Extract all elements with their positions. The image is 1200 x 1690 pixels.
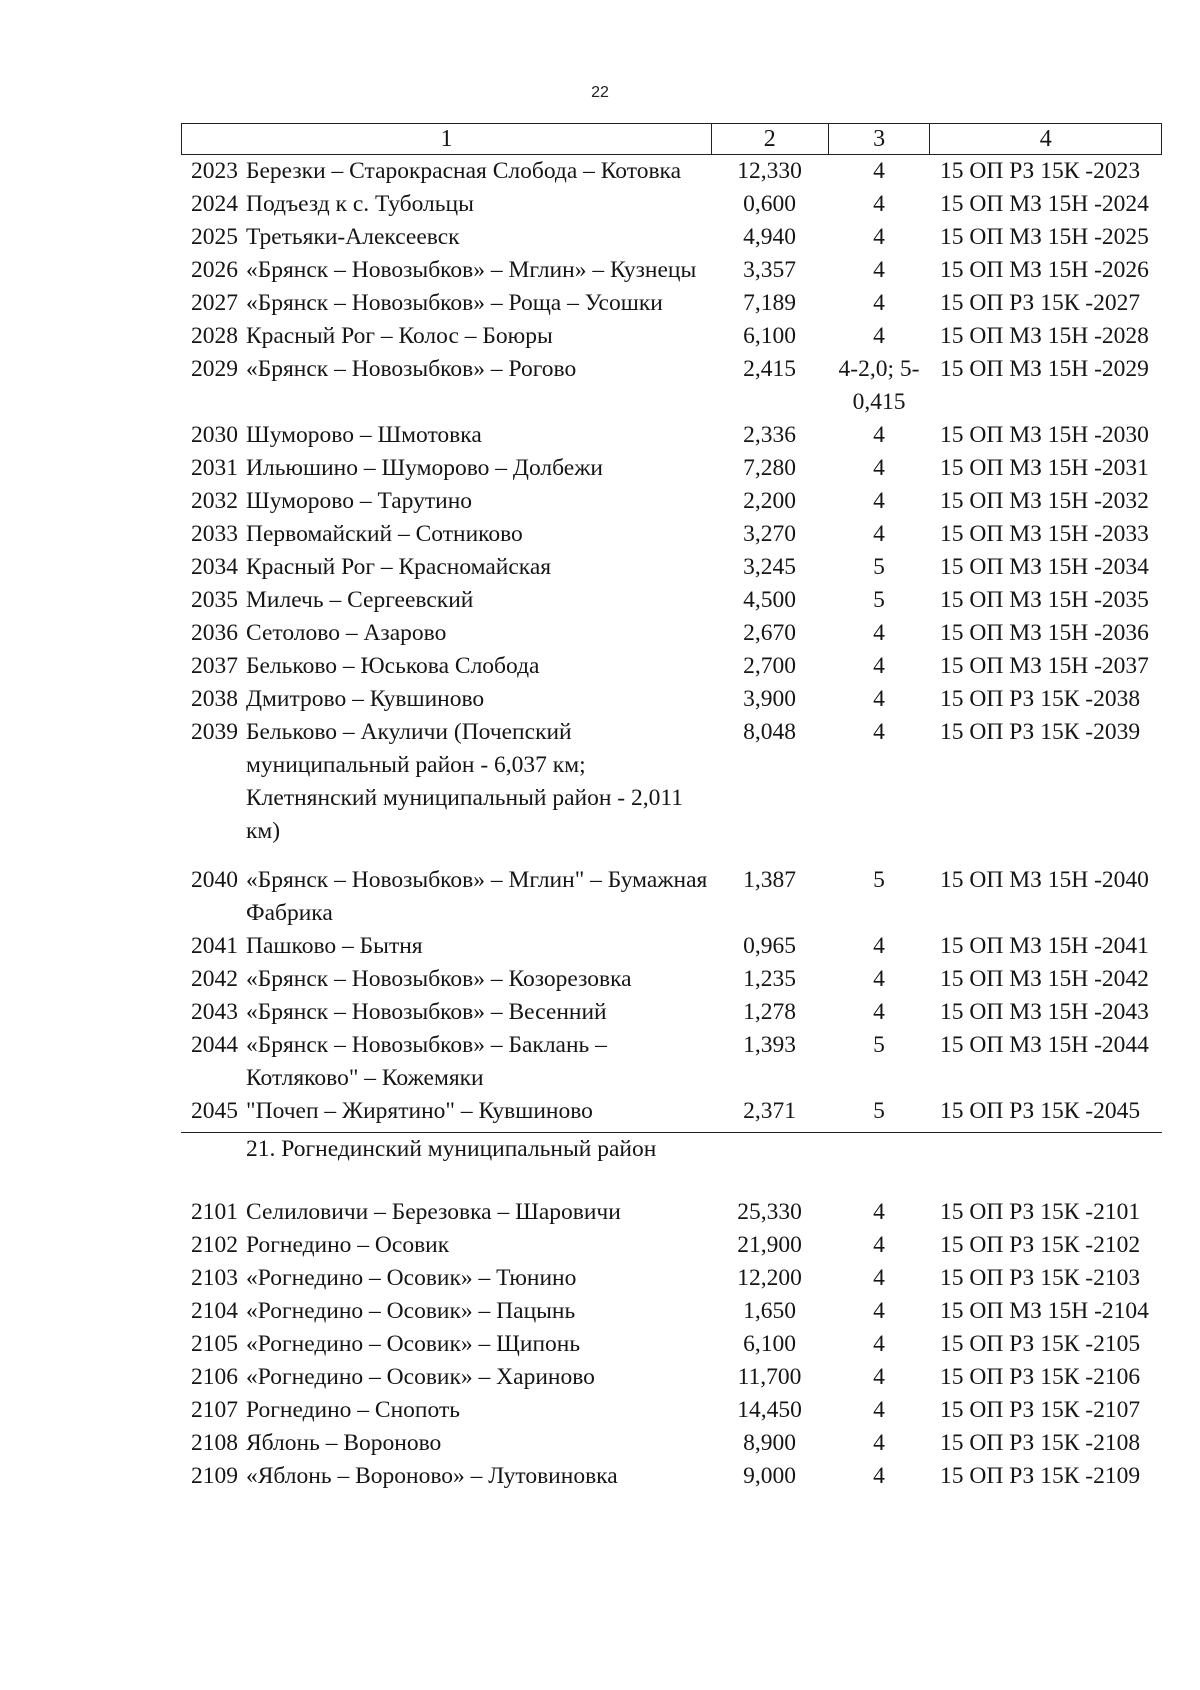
road-name: Сетолово – Азарово: [246, 620, 447, 646]
road-category: 4: [873, 966, 885, 992]
road-length: 3,245: [743, 554, 796, 580]
road-name: «Яблонь – Вороново» – Лутовиновка: [246, 1463, 618, 1489]
section-title: 21. Рогнединский муниципальный район: [246, 1136, 657, 1162]
road-length: 2,200: [743, 488, 796, 514]
road-code: 15 ОП МЗ 15Н -2028: [940, 323, 1149, 349]
table-row: [181, 584, 1162, 617]
road-code: 15 ОП МЗ 15Н -2104: [940, 1298, 1149, 1324]
row-number: 2041: [191, 933, 238, 959]
road-category: 4: [873, 422, 885, 448]
table-body-a: [181, 155, 1162, 1128]
row-number: 2104: [191, 1298, 238, 1324]
table-row: [181, 650, 1162, 683]
row-number: 2032: [191, 488, 238, 514]
table-row: [181, 1196, 1162, 1229]
road-length: 1,393: [743, 1032, 796, 1058]
row-number: 2026: [191, 257, 238, 283]
road-name: Бельково – Акуличи (Почепский муниципальный район - 6,037 км; Клетнянский муниципальный район - 2,011 км): [246, 719, 683, 844]
road-category: 4: [873, 620, 885, 646]
table-row: [181, 452, 1162, 485]
table-row: [181, 221, 1162, 254]
table-row: [181, 551, 1162, 584]
table-row: [181, 864, 1162, 930]
road-code: 15 ОП МЗ 15Н -2029: [940, 356, 1149, 382]
road-length: 6,100: [743, 323, 796, 349]
road-length: 11,700: [737, 1364, 802, 1390]
road-length: 2,700: [743, 653, 796, 679]
road-name: Рогнедино – Снопоть: [246, 1397, 460, 1423]
road-length: 2,371: [743, 1098, 796, 1124]
table-row: [181, 716, 1162, 848]
road-category: 4: [873, 455, 885, 481]
road-length: 9,000: [743, 1463, 796, 1489]
road-category: 5: [873, 1032, 885, 1058]
table-row: [181, 1460, 1162, 1493]
road-name: "Почеп – Жирятино" – Кувшиново: [246, 1098, 593, 1124]
road-length: 4,940: [743, 224, 796, 250]
road-category: 4: [873, 933, 885, 959]
row-number: 2105: [191, 1331, 238, 1357]
road-length: 7,280: [743, 455, 796, 481]
row-number: 2109: [191, 1463, 238, 1489]
column-header-1: 1: [440, 125, 453, 152]
road-name: Березки – Старокрасная Слобода – Котовка: [246, 158, 682, 184]
table-row: [181, 930, 1162, 963]
road-name: Бельково – Юськова Слобода: [246, 653, 540, 679]
road-code: 15 ОП МЗ 15Н -2033: [940, 521, 1149, 547]
road-length: 1,278: [743, 999, 796, 1025]
road-name: «Рогнедино – Осовик» – Хариново: [246, 1364, 595, 1390]
road-code: 15 ОП РЗ 15К -2039: [940, 719, 1141, 745]
road-category: 4: [873, 719, 885, 745]
road-code: 15 ОП МЗ 15Н -2032: [940, 488, 1149, 514]
road-name: «Рогнедино – Осовик» – Пацынь: [246, 1298, 576, 1324]
row-number: 2035: [191, 587, 238, 613]
road-category: 4: [873, 1331, 885, 1357]
row-number: 2042: [191, 966, 238, 992]
road-code: 15 ОП МЗ 15Н -2044: [940, 1032, 1149, 1058]
road-name: «Брянск – Новозыбков» – Мглин» – Кузнецы: [246, 257, 697, 283]
table-row: [181, 1262, 1162, 1295]
road-code: 15 ОП МЗ 15Н -2034: [940, 554, 1149, 580]
table-row: [181, 254, 1162, 287]
road-code: 15 ОП МЗ 15Н -2035: [940, 587, 1149, 613]
road-category: 4: [873, 653, 885, 679]
road-code: 15 ОП МЗ 15Н -2025: [940, 224, 1149, 250]
road-code: 15 ОП РЗ 15К -2106: [940, 1364, 1141, 1390]
row-number: 2037: [191, 653, 238, 679]
road-name: Третьяки-Алексеевск: [246, 224, 460, 250]
road-code: 15 ОП РЗ 15К -2109: [940, 1463, 1141, 1489]
road-name: «Брянск – Новозыбков» – Роща – Усошки: [246, 290, 663, 316]
road-category: 4: [873, 158, 885, 184]
row-number: 2027: [191, 290, 238, 316]
row-number: 2043: [191, 999, 238, 1025]
road-length: 0,965: [743, 933, 796, 959]
road-name: Яблонь – Вороново: [246, 1430, 442, 1456]
road-name: «Брянск – Новозыбков» – Баклань – Котляково" – Кожемяки: [246, 1032, 607, 1091]
road-category: 4: [873, 257, 885, 283]
road-name: Подъезд к с. Тубольцы: [246, 191, 474, 217]
road-length: 1,235: [743, 966, 796, 992]
table-row: [181, 1295, 1162, 1328]
row-number: 2023: [191, 158, 238, 184]
road-name: Ильюшино – Шуморово – Долбежи: [246, 455, 604, 481]
road-length: 2,336: [743, 422, 796, 448]
road-category: 4: [873, 1298, 885, 1324]
table-row: [181, 188, 1162, 221]
table-row: [181, 963, 1162, 996]
road-length: 2,415: [743, 356, 796, 382]
table-row: [181, 320, 1162, 353]
road-category: 4: [873, 1430, 885, 1456]
row-number: 2024: [191, 191, 238, 217]
road-name: Рогнедино – Осовик: [246, 1232, 450, 1258]
road-code: 15 ОП РЗ 15К -2102: [940, 1232, 1141, 1258]
row-number: 2034: [191, 554, 238, 580]
row-number: 2107: [191, 1397, 238, 1423]
road-length: 3,900: [743, 686, 796, 712]
road-length: 1,650: [743, 1298, 796, 1324]
row-number: 2030: [191, 422, 238, 448]
road-category: 4: [873, 1463, 885, 1489]
road-code: 15 ОП РЗ 15К -2103: [940, 1265, 1141, 1291]
road-category: 4: [873, 1397, 885, 1423]
road-name: Пашково – Бытня: [246, 933, 423, 959]
road-length: 12,200: [737, 1265, 802, 1291]
road-length: 0,600: [743, 191, 796, 217]
road-code: 15 ОП РЗ 15К -2101: [940, 1199, 1141, 1225]
road-length: 1,387: [743, 867, 796, 893]
row-number: 2106: [191, 1364, 238, 1390]
road-name: «Брянск – Новозыбков» – Козорезовка: [246, 966, 632, 992]
road-length: 14,450: [737, 1397, 802, 1423]
row-number: 2025: [191, 224, 238, 250]
road-code: 15 ОП РЗ 15К -2027: [940, 290, 1141, 316]
table-row: [181, 1229, 1162, 1262]
road-code: 15 ОП МЗ 15Н -2036: [940, 620, 1149, 646]
table-body-b: [181, 1196, 1162, 1493]
road-category: 4: [873, 686, 885, 712]
road-code: 15 ОП МЗ 15Н -2026: [940, 257, 1149, 283]
road-category: 4: [873, 1364, 885, 1390]
table-row: [181, 1328, 1162, 1361]
road-length: 21,900: [737, 1232, 802, 1258]
table-row: [181, 287, 1162, 320]
road-category: 5: [873, 554, 885, 580]
road-category: 4: [873, 224, 885, 250]
road-name: Красный Рог – Колос – Боюры: [246, 323, 553, 349]
road-category: 4: [873, 1265, 885, 1291]
row-number: 2108: [191, 1430, 238, 1456]
road-name: Первомайский – Сотниково: [246, 521, 523, 547]
table-row: [181, 1361, 1162, 1394]
roads-table: [181, 123, 1162, 1493]
road-category: 4: [873, 323, 885, 349]
road-code: 15 ОП РЗ 15К -2105: [940, 1331, 1141, 1357]
row-number: 2031: [191, 455, 238, 481]
road-code: 15 ОП МЗ 15Н -2043: [940, 999, 1149, 1025]
road-category: 5: [873, 1098, 885, 1124]
road-code: 15 ОП РЗ 15К -2107: [940, 1397, 1141, 1423]
road-length: 4,500: [743, 587, 796, 613]
row-number: 2028: [191, 323, 238, 349]
road-category: 5: [873, 867, 885, 893]
column-header-3: 3: [828, 124, 930, 154]
road-category: 4: [873, 191, 885, 217]
row-number: 2039: [191, 719, 238, 745]
table-row: [181, 485, 1162, 518]
road-name: Красный Рог – Красномайская: [246, 554, 552, 580]
road-code: 15 ОП МЗ 15Н -2031: [940, 455, 1149, 481]
road-length: 3,357: [743, 257, 796, 283]
row-number: 2033: [191, 521, 238, 547]
table-row: [181, 353, 1162, 419]
road-name: Милечь – Сергеевский: [246, 587, 474, 613]
road-name: «Брянск – Новозыбков» – Весенний: [246, 999, 607, 1025]
table-row: [181, 996, 1162, 1029]
row-number: 2038: [191, 686, 238, 712]
road-name: «Брянск – Новозыбков» – Рогово: [246, 356, 577, 382]
road-name: Селиловичи – Березовка – Шаровичи: [246, 1199, 621, 1225]
table-row: [181, 1095, 1162, 1128]
table-header: [181, 123, 1162, 155]
road-length: 25,330: [737, 1199, 802, 1225]
road-name: «Рогнедино – Осовик» – Тюнино: [246, 1265, 577, 1291]
road-category: 4: [873, 290, 885, 316]
road-category: 4: [873, 488, 885, 514]
road-name: Шуморово – Шмотовка: [246, 422, 482, 448]
table-row: [181, 617, 1162, 650]
row-number: 2044: [191, 1032, 238, 1058]
road-length: 2,670: [743, 620, 796, 646]
road-code: 15 ОП МЗ 15Н -2041: [940, 933, 1149, 959]
column-header-4: 4: [929, 124, 1161, 154]
road-length: 8,048: [743, 719, 796, 745]
table-row: [181, 419, 1162, 452]
road-name: Шуморово – Тарутино: [246, 488, 473, 514]
road-length: 6,100: [743, 1331, 796, 1357]
road-length: 3,270: [743, 521, 796, 547]
table-row: [181, 1394, 1162, 1427]
road-category: 5: [873, 587, 885, 613]
road-code: 15 ОП РЗ 15К -2038: [940, 686, 1141, 712]
row-number: 2029: [191, 356, 238, 382]
road-length: 7,189: [743, 290, 796, 316]
table-row: [181, 1029, 1162, 1095]
row-number: 2101: [191, 1199, 238, 1225]
row-number: 2102: [191, 1232, 238, 1258]
road-code: 15 ОП РЗ 15К -2023: [940, 158, 1141, 184]
road-code: 15 ОП МЗ 15Н -2040: [940, 867, 1149, 893]
road-category: 4: [873, 1199, 885, 1225]
road-code: 15 ОП РЗ 15К -2108: [940, 1430, 1141, 1456]
table-row: [181, 155, 1162, 188]
column-header-2: 2: [711, 124, 828, 154]
road-category: 4: [873, 521, 885, 547]
road-length: 8,900: [743, 1430, 796, 1456]
page-number: 22: [591, 84, 609, 101]
table-row: [181, 683, 1162, 716]
row-number: 2045: [191, 1098, 238, 1124]
road-category: 4: [873, 1232, 885, 1258]
road-name: «Рогнедино – Осовик» – Щипонь: [246, 1331, 581, 1357]
row-number: 2103: [191, 1265, 238, 1291]
road-code: 15 ОП РЗ 15К -2045: [940, 1098, 1141, 1124]
road-length: 12,330: [737, 158, 802, 184]
road-category: 4-2,0; 5-0,415: [838, 356, 920, 415]
road-category: 4: [873, 999, 885, 1025]
row-number: 2040: [191, 867, 238, 893]
road-code: 15 ОП МЗ 15Н -2037: [940, 653, 1149, 679]
table-row: [181, 518, 1162, 551]
road-code: 15 ОП МЗ 15Н -2024: [940, 191, 1149, 217]
road-code: 15 ОП МЗ 15Н -2042: [940, 966, 1149, 992]
road-code: 15 ОП МЗ 15Н -2030: [940, 422, 1149, 448]
row-number: 2036: [191, 620, 238, 646]
road-name: «Брянск – Новозыбков» – Мглин" – Бумажная Фабрика: [246, 867, 708, 926]
table-row: [181, 1427, 1162, 1460]
road-name: Дмитрово – Кувшиново: [246, 686, 485, 712]
